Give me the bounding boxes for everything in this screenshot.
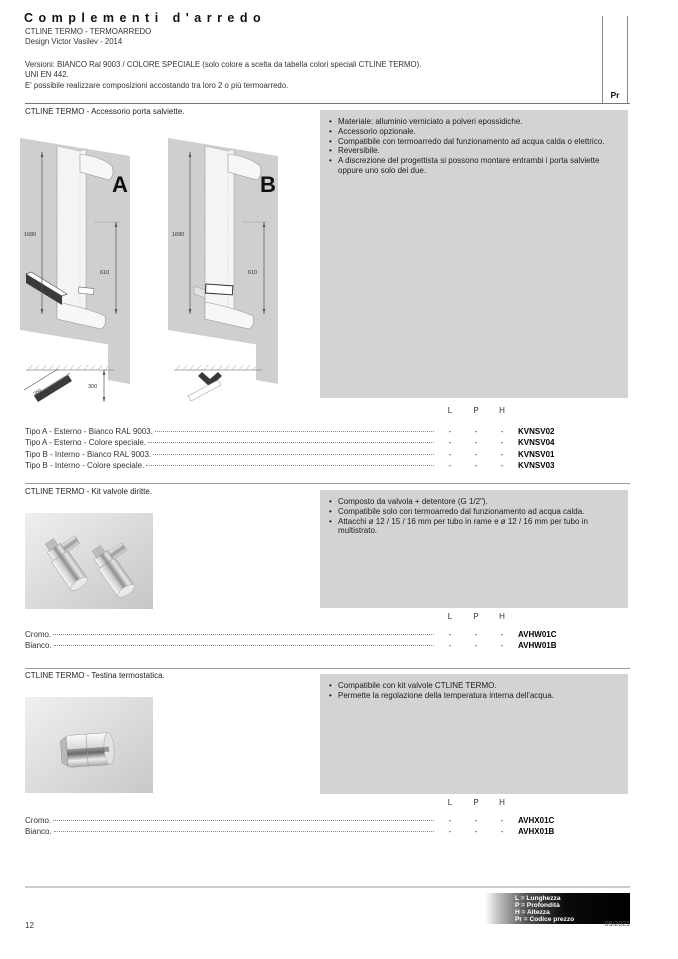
section-heading: CTLINE TERMO - Testina termostatica. [25,671,165,680]
row-label: Tipo A - Esterno - Bianco RAL 9003. [25,427,153,436]
spec-bullet: • A discrezione del progettista si possono montare entrambi i porta salviette oppure uno solo dei due. [329,156,619,176]
pr-column [602,16,628,103]
dim-h: - [500,427,504,436]
dim-p: - [474,427,478,436]
leader-dots [155,431,434,432]
thermostatic-head [60,732,115,768]
table-row [25,641,630,652]
col-p-label: P [473,406,479,415]
row-label: Bianco. [25,641,52,651]
section-divider [25,668,630,669]
spec-bullet: • Reversibile. [329,146,619,156]
spec-bullet-list [329,117,619,176]
hatching [28,365,109,370]
dim-l: - [448,641,452,651]
intro-line: UNI EN 442. [25,70,69,80]
legend-line: L = Lunghezza [515,895,561,902]
table-row [25,827,630,838]
dim-p: - [474,827,478,837]
dim-p: - [474,641,478,651]
spec-bullet: • Accessorio opzionale. [329,127,619,137]
row-label: Tipo A - Esterno - Colore speciale. [25,438,147,448]
section-heading: CTLINE TERMO - Accessorio porta salviette. [25,107,185,116]
dim-p: - [474,449,478,459]
spec-bullet: • Composto da valvola + detentore (G 1/2"). [329,497,619,507]
leader-dots [148,442,434,443]
diagram-letter-b: B [260,172,276,197]
row-label: Bianco. [25,827,52,837]
page-number: 12 [25,921,34,930]
col-h-label: H [499,612,505,621]
valve-photo-svg [25,513,153,609]
table-rows [25,630,630,653]
bar-mount-a [78,287,94,295]
dimension-label-height-a: 1680 [24,232,37,238]
spec-bullet-list [329,497,619,536]
legend-line: Pr = Codice prezzo [515,916,575,924]
product-code: AVHW01C [518,630,557,639]
diagram-b [168,138,278,401]
spec-bullet: • Compatibile con termoarredo dal funzionamento ad acqua calda o elettrico. [329,137,619,147]
spec-bullet: • Compatibile solo con termoarredo dal funzionamento ad acqua calda. [329,507,619,517]
col-l-label: L [447,612,453,621]
spec-bullet: • Permette la regolazione della temperatura interna dell'acqua. [329,691,619,701]
legend-line: P = Profondità [515,902,560,910]
diagram-a [20,138,130,402]
lph-header [25,406,630,416]
product-line: CTLINE TERMO - TERMOARREDO [25,27,152,36]
thermostat-photo-svg [25,697,153,793]
leader-dots [54,831,434,832]
spec-bullet: • Compatibile con kit valvole CTLINE TERMO. [329,681,619,691]
col-h-label: H [499,798,505,807]
product-table [25,406,630,472]
dim-l: - [448,449,452,459]
lph-header [25,798,630,808]
dimension-label-width: 350 [32,387,43,398]
diagram-letter-a: A [112,172,128,197]
top-view-b [174,365,262,401]
dim-h: - [500,816,504,825]
row-label: Cromo. [25,816,52,825]
leader-dots [53,820,434,821]
arrow [103,370,106,375]
photo-background [25,513,153,609]
legend-line: H = Altezza [515,909,550,917]
dimension-label-bar-b: 610 [248,270,258,276]
row-label: Tipo B - Interno - Colore speciale. [25,460,145,470]
thermostatic-head-photo [25,697,153,793]
footer-rule [25,886,630,888]
hatching [176,365,257,370]
dim-h: - [500,438,504,448]
col-p-label: P [473,798,479,807]
table-row [25,630,630,641]
dim-h: - [500,449,504,459]
dim-l: - [448,438,452,448]
pr-label: Pr [610,90,620,100]
table-row [25,438,630,449]
valve-kit-photo [25,513,153,609]
spec-bullet: • Attacchi ø 12 / 15 / 16 mm per tubo in rame e ø 12 / 16 mm per tubo in multistrato. [329,517,619,537]
section-divider [25,483,630,484]
design-credit: Design Victor Vasilev - 2014 [25,37,123,46]
dim-l: - [448,427,452,436]
dim-l: - [448,630,452,639]
dim-p: - [474,438,478,448]
table-row [25,461,630,472]
table-row [25,450,630,461]
dimension-label-height-b: 1680 [172,232,185,238]
product-code: KVNSV01 [518,449,555,459]
arrow [103,397,106,402]
intro-line: E' possibile realizzare composizioni accostando tra loro 2 o più termoarredo. [25,80,289,90]
towel-bar-b [205,284,233,295]
panel-top-view-b [188,380,221,401]
product-code: KVNSV02 [518,427,555,436]
dim-p: - [474,460,478,470]
header-rule [25,103,630,104]
leader-dots [146,465,434,466]
dimension-label-bar-a: 610 [100,270,110,276]
intro-line: Versioni: BIANCO Ral 9003 / COLORE SPECIALE (solo colore a scelta da tabella colori speciali CTLINE TERMO). [25,60,422,69]
col-h-label: H [499,406,505,415]
table-row [25,427,630,438]
top-view-a [24,365,114,402]
dim-p: - [474,630,478,639]
row-label: Cromo. [25,630,52,639]
leader-dots [53,634,434,635]
dim-p: - [474,816,478,825]
legend-box [485,893,630,924]
row-label: Tipo B - Interno - Bianco RAL 9003. [25,449,152,459]
spec-bullet-list [329,681,619,701]
product-code: KVNSV04 [518,438,555,448]
leader-dots [54,645,434,646]
lph-header [25,612,630,622]
col-l-label: L [447,798,453,807]
spec-box [320,110,628,398]
col-l-label: L [447,406,453,415]
wall-a-strip [108,344,130,384]
table-row [25,816,630,827]
product-code: AVHX01B [518,827,555,837]
table-rows [25,816,630,839]
technical-diagram [12,126,317,408]
dimension-label-depth: 300 [88,384,98,390]
dim-l: - [448,827,452,837]
wall-b-strip [256,344,278,384]
dim-l: - [448,460,452,470]
product-code: AVHW01B [518,641,557,651]
product-code: AVHX01C [518,816,555,825]
dim-h: - [500,827,504,837]
table-rows [25,427,630,472]
col-p-label: P [473,612,479,621]
product-code: KVNSV03 [518,460,555,470]
dim-l: - [448,816,452,825]
product-table [25,612,630,653]
spec-box [320,490,628,608]
spec-box [320,674,628,794]
intro-block [25,60,421,91]
dim-h: - [500,460,504,470]
leader-dots [153,454,434,455]
section-heading: CTLINE TERMO - Kit valvole diritte. [25,487,152,496]
edition-date: 09/2021 [604,921,630,928]
dim-h: - [500,630,504,639]
spec-bullet: • Materiale: alluminio verniciato a polveri epossidiche. [329,117,619,127]
page-title: Complementi d'arredo [24,11,267,25]
dim-h: - [500,641,504,651]
diagram-svg [12,126,317,408]
product-table [25,798,630,839]
